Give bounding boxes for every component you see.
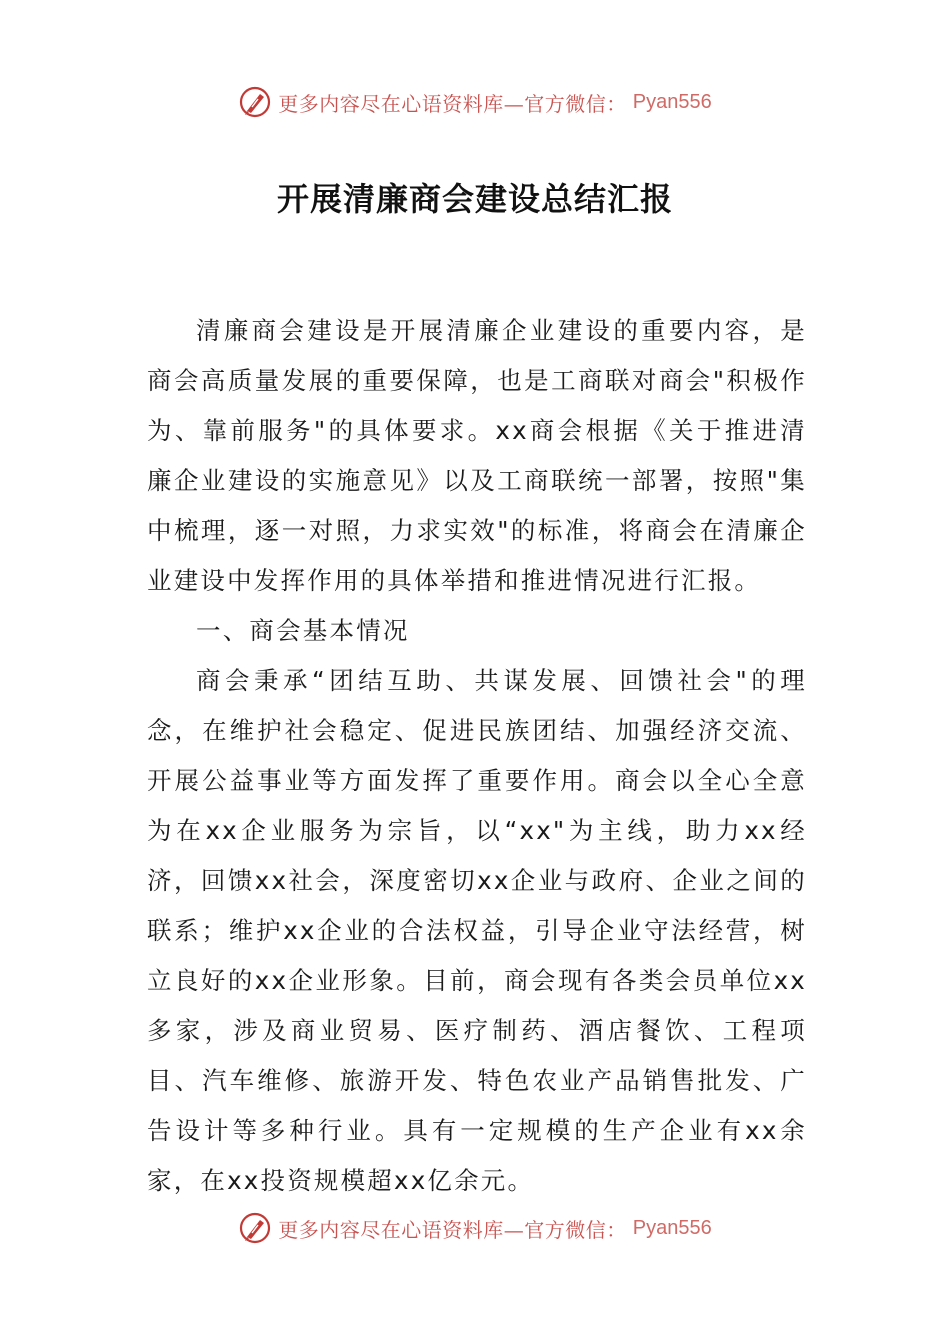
- banner-text: 更多内容尽在心语资料库—官方微信：: [278, 91, 627, 116]
- document-title: 开展清廉商会建设总结汇报: [276, 180, 673, 218]
- banner-wechat-id: Pyan556: [632, 90, 712, 113]
- header-watermark-banner: [0, 82, 950, 122]
- banner-wechat-id: Pyan556: [632, 1216, 712, 1239]
- pen-nib-logo-icon: [238, 1211, 272, 1245]
- banner-text: 更多内容尽在心语资料库—官方微信：: [278, 1217, 627, 1242]
- document-body: [147, 306, 807, 1206]
- paragraph-basic-info: 商会秉承“团结互助、共谋发展、回馈社会"的理念，在维护社会稳定、促进民族团结、加强经济交流、开展公益事业等方面发挥了重要作用。商会以全心全意为在xx企业服务为宗旨，以“xx"为主线，助力xx经济，回馈xx社会，深度密切xx企业与政府、企业之间的联系；维护xx企业的合法权益，引导企业守法经营，树立良好的xx企业形象。目前，商会现有各类会员单位xx多家，涉及商业贸易、医疗制药、酒店餐饮、工程项目、汽车维修、旅游开发、特色农业产品销售批发、广告设计等多种行业。具有一定规模的生产企业有xx余家，在xx投资规模超xx亿余元。: [147, 666, 807, 1195]
- footer-watermark-banner: [0, 1208, 950, 1248]
- pen-nib-logo-icon: [238, 85, 272, 119]
- paragraph-intro: 清廉商会建设是开展清廉企业建设的重要内容，是商会高质量发展的重要保障，也是工商联对商会"积极作为、靠前服务"的具体要求。xx商会根据《关于推进清廉企业建设的实施意见》以及工商联统一部署，按照"集中梳理，逐一对照，力求实效"的标准，将商会在清廉企业建设中发挥作用的具体举措和推进情况进行汇报。: [147, 316, 807, 595]
- section-heading: 一、商会基本情况: [196, 616, 410, 645]
